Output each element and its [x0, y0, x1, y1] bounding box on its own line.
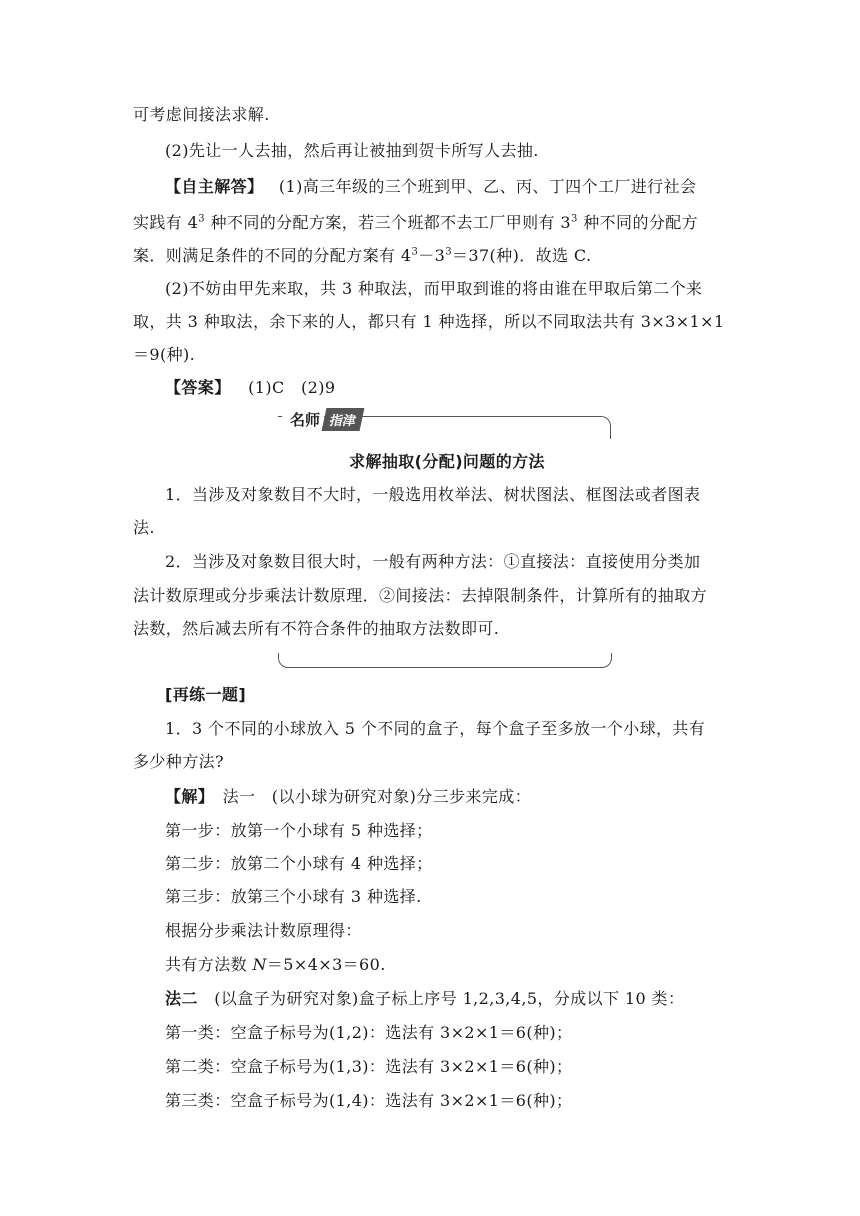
method-two-label: 法二	[165, 989, 198, 1008]
case-line: 第二类：空盒子标号为(1,3)：选法有 3×2×1＝6(种)；	[165, 1057, 573, 1076]
tip-text: 法计数原理或分步乘法计数原理．②间接法：去掉限制条件，计算所有的抽取方	[133, 586, 708, 605]
solution-label: 【解】	[165, 787, 207, 806]
tip-text: 法.	[133, 518, 155, 537]
text-line: (2)不妨由甲先来取，共 3 种取法，而甲取到谁的将由谁在甲取后第二个来	[165, 279, 703, 298]
self-answer-label: 【自主解答】	[165, 177, 264, 196]
answer-label: 【答案】	[165, 378, 231, 397]
step-line: 第三步：放第三个小球有 3 种选择.	[165, 887, 422, 906]
method-two-line: 法二 (以盒子为研究对象)盒子标上序号 1,2,3,4,5，分成以下 10 类：	[165, 989, 685, 1008]
tip-title: 求解抽取(分配)问题的方法	[349, 452, 545, 471]
tip-text: 2．当涉及对象数目很大时，一般有两种方法：①直接法：直接使用分类加	[165, 552, 701, 571]
question-text: 1．3 个不同的小球放入 5 个不同的盒子，每个盒子至多放一个小球，共有	[165, 719, 706, 738]
step-line: 第二步：放第二个小球有 4 种选择；	[165, 854, 433, 873]
tip-text: 1．当涉及对象数目不大时，一般选用枚举法、树状图法、框图法或者图表	[165, 485, 701, 504]
tip-badge	[282, 408, 362, 430]
tip-text: 法数，然后减去所有不符合条件的抽取方法数即可.	[133, 619, 500, 638]
text-line: (2)先让一人去抽，然后再让被抽到贺卡所写人去抽.	[165, 141, 539, 160]
text-line: ＝9(种).	[133, 345, 196, 364]
solution-line: 【解】 法一 (以小球为研究对象)分三步来完成：	[165, 787, 532, 806]
tip-badge-label: 名师	[282, 409, 324, 430]
text-line: 取，共 3 种取法，余下来的人，都只有 1 种选择，所以不同取法共有 3×3×1×1	[133, 312, 725, 331]
case-line: 第三类：空盒子标号为(1,4)：选法有 3×2×1＝6(种)；	[165, 1091, 573, 1110]
text-line: 可考虑间接法求解.	[133, 105, 270, 124]
tip-badge-tag: 指津	[322, 408, 365, 431]
case-line: 第一类：空盒子标号为(1,2)：选法有 3×2×1＝6(种)；	[165, 1023, 573, 1042]
exercise-heading: [再练一题]	[165, 685, 247, 704]
text-line: 实践有 $4^3$ 种不同的分配方案，若三个班都不去工厂甲则有 $3^3$ 种不同的分配方	[133, 213, 699, 232]
answer-line: 【答案】 (1)C (2)9	[165, 378, 336, 397]
tip-box-frame-bottom	[278, 653, 612, 668]
text-line: 案．则满足条件的不同的分配方案有 $4^3-3^3=37$(种)．故选 C.	[133, 246, 592, 265]
step-line: 第一步：放第一个小球有 5 种选择；	[165, 821, 433, 840]
question-text: 多少种方法?	[133, 752, 224, 771]
result-line: 共有方法数 N＝5×4×3＝60.	[165, 955, 386, 974]
step-line: 根据分步乘法计数原理得：	[165, 921, 362, 940]
text-line: 【自主解答】 (1)高三年级的三个班到甲、乙、丙、丁四个工厂进行社会	[165, 177, 697, 196]
